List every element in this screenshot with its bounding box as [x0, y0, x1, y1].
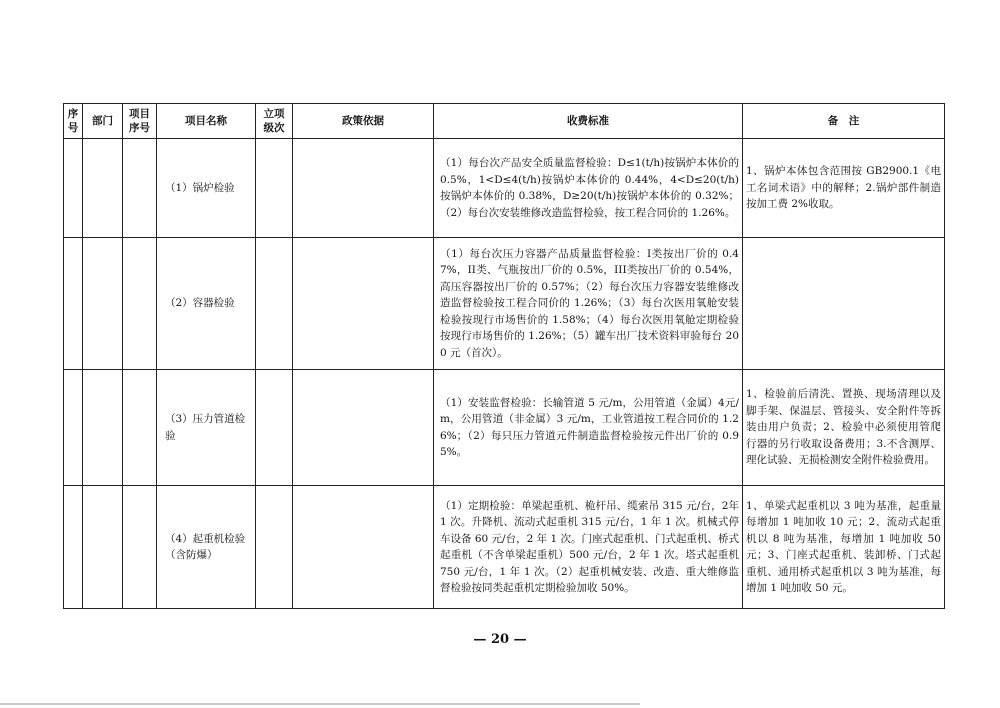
scan-edge-divider — [0, 703, 640, 705]
table-row — [64, 139, 945, 238]
remarks-cell: 1、锅炉本体包含范围按 GB2900.1《电工名词术语》中的解释；2.锅炉部件制造按加工费 2%收取。 — [743, 139, 945, 238]
level-cell — [256, 139, 293, 238]
standard-cell: （1）每台次压力容器产品质量监督检验：I类按出厂价的 0.47%，II类、气瓶按出厂价的 0.5%，III类按出厂价的 0.54%，高压容器按出厂价的 0.57%；（2）每台次压力容器安装维修改造监督检验按工程合同价的 1.26%；（3）每台次医用氧舱安装检验按现行市场售价的 1.58%；（4）每台次医用氧舱定期检验按现行市场售价的 1.26%；（5）罐车出厂技术资料审验每台 200 元（首次）。 — [434, 238, 743, 370]
item-seq-cell — [123, 370, 157, 486]
seq-cell — [64, 370, 83, 486]
remarks-cell: 1、检验前后清洗、置换、现场清理以及脚手架、保温层、管接头、安全附件等拆装由用户负责；2、检验中必须使用管爬行器的另行收取设备费用；3.不含测厚、理化试验、无损检测安全附件检验费用。 — [743, 370, 945, 486]
dept-cell — [83, 370, 123, 486]
header-item-name: 项目名称 — [157, 104, 256, 139]
dept-cell — [83, 238, 123, 370]
header-remarks: 备 注 — [743, 104, 945, 139]
table-header-row — [64, 104, 945, 139]
header-policy: 政策依据 — [293, 104, 434, 139]
policy-cell — [293, 238, 434, 370]
item-name-cell: （2）容器检验 — [157, 238, 256, 370]
remarks-cell: 1、单梁式起重机以 3 吨为基准，起重量每增加 1 吨加收 10 元；2、流动式起重机以 8 吨为基准，每增加 1 吨加收 50元；3、门座式起重机、装卸桥、门式起重机、通用桥式起重机以 3 吨为基准，每增加 1 吨加收 50 元。 — [743, 486, 945, 609]
seq-cell — [64, 139, 83, 238]
item-seq-cell — [123, 238, 157, 370]
fee-standard-table — [63, 103, 945, 609]
table-row — [64, 370, 945, 486]
policy-cell — [293, 370, 434, 486]
seq-cell — [64, 238, 83, 370]
standard-cell: （1）定期检验：单梁起重机、桅杆吊、缆索吊 315 元/台，2年 1 次。升降机、流动式起重机 315 元/台，1 年 1 次。机械式停车设备 60 元/台，2 年 1 次。门座式起重机、门式起重机、桥式起重机（不含单梁起重机）500 元/台，2 年 1 次。塔式起重机 750 元/台，1 年 1 次。（2）起重机械安装、改造、重大维修监督检验按同类起重机定期检验加收 50%。 — [434, 486, 743, 609]
level-cell — [256, 238, 293, 370]
item-name-cell: （1）锅炉检验 — [157, 139, 256, 238]
dept-cell — [83, 486, 123, 609]
level-cell — [256, 370, 293, 486]
table-row — [64, 486, 945, 609]
item-name-cell: （4）起重机检验（含防爆） — [157, 486, 256, 609]
header-seq: 序号 — [64, 104, 83, 139]
policy-cell — [293, 486, 434, 609]
item-seq-cell — [123, 486, 157, 609]
remarks-cell — [743, 238, 945, 370]
header-item-seq: 项目序号 — [123, 104, 157, 139]
item-name-cell: （3）压力管道检验 — [157, 370, 256, 486]
seq-cell — [64, 486, 83, 609]
table-row — [64, 238, 945, 370]
item-seq-cell — [123, 139, 157, 238]
header-level: 立项级次 — [256, 104, 293, 139]
level-cell — [256, 486, 293, 609]
policy-cell — [293, 139, 434, 238]
header-standard: 收费标准 — [434, 104, 743, 139]
page-number: — 20 — — [473, 632, 527, 647]
standard-cell: （1）每台次产品安全质量监督检验：D≤1(t/h)按锅炉本体价的0.5%，1<D≤4(t/h)按锅炉本体价的 0.44%，4<D≤20(t/h)按锅炉本体价的 0.38%，D≥20(t/h)按锅炉本体价的 0.32%；（2）每台次安装维修改造监督检验，按工程合同价的 1.26%。 — [434, 139, 743, 238]
dept-cell — [83, 139, 123, 238]
standard-cell: （1）安装监督检验：长输管道 5 元/m，公用管道（金属）4元/m，公用管道（非金属）3 元/m，工业管道按工程合同价的 1.26%；（2）每只压力管道元件制造监督检验按元件出厂价的 0.95%。 — [434, 370, 743, 486]
header-dept: 部门 — [83, 104, 123, 139]
